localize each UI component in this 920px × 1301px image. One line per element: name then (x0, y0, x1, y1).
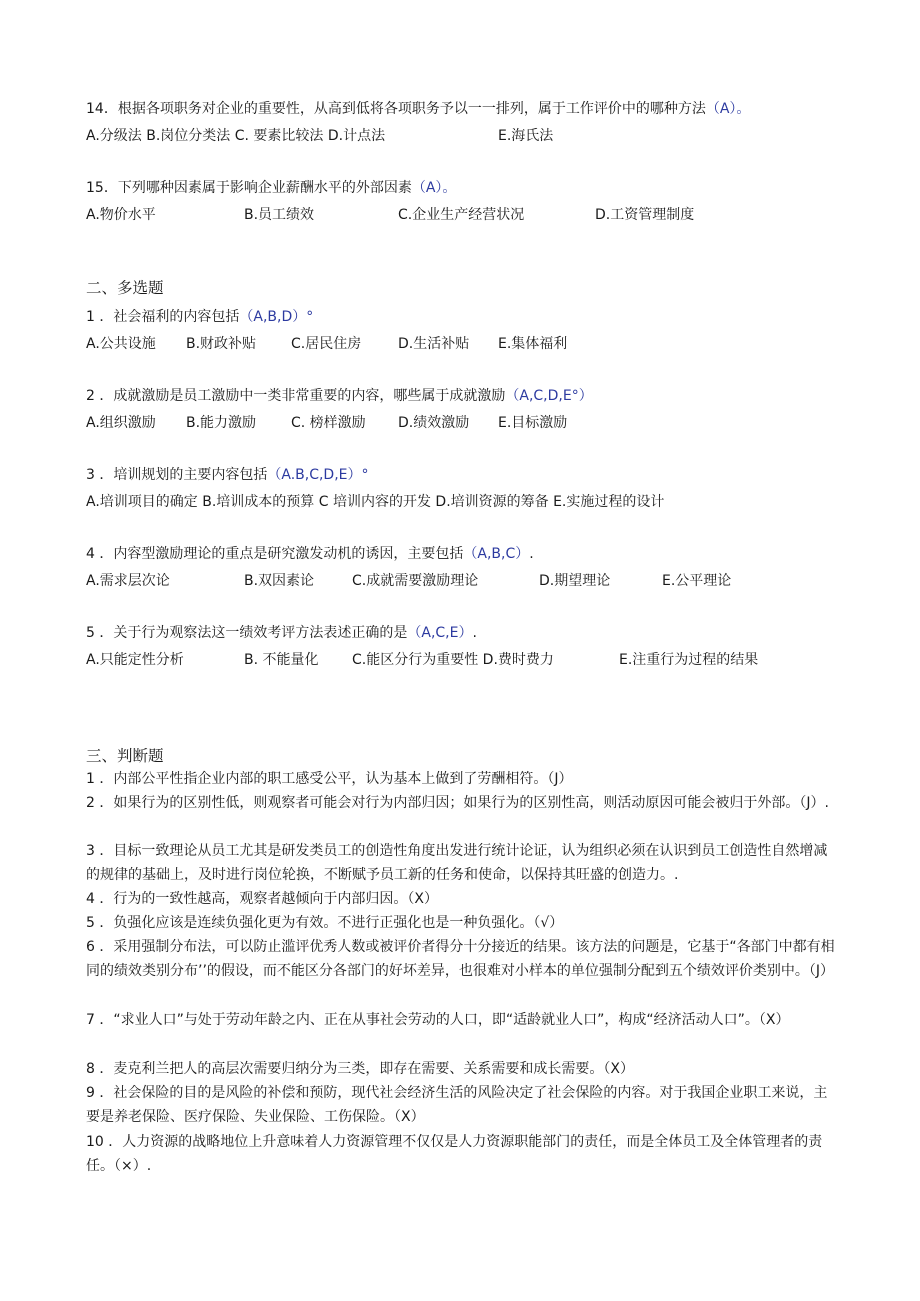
judgment-text: ．人力资源的战略地位上升意味着人力资源管理不仅仅是人力资源职能部门的责任，而是全体员工及全体管理者的责任。（×）. (86, 1134, 823, 1174)
judgment-item-10 (86, 1131, 838, 1178)
option: D.绩效激励 (398, 415, 470, 431)
judgment-item-1 (86, 768, 838, 792)
option: D.期望理论 (539, 573, 611, 589)
section-heading-true-false: 三、判断题 (86, 747, 164, 765)
question-number: 15 (86, 180, 104, 196)
option: E.集体福利 (498, 336, 568, 352)
question-number: 14 (86, 101, 104, 117)
options-14 (86, 125, 838, 145)
option: B.能力激励 (186, 415, 257, 431)
section-heading-multi-choice: 二、多选题 (86, 279, 164, 297)
option: B. 不能量化 (244, 652, 319, 668)
option: A.需求层次论 (86, 573, 170, 589)
multi-question-5 (86, 622, 477, 642)
question-stem: ．根据各项职务对企业的重要性，从高到低将各项职务予以一一排列，属于工作评价中的哪种方法 (103, 101, 706, 117)
options-m5 (86, 649, 838, 669)
question-number: 1 (86, 309, 95, 325)
question-stem: ．社会福利的内容包括 (99, 309, 240, 325)
question-answer: （A.B,C,D,E）° (267, 467, 369, 483)
question-stem: ．关于行为观察法这一绩效考评方法表述正确的是 (99, 625, 408, 641)
option: E.海氏法 (498, 128, 554, 144)
option: A.物价水平 (86, 207, 156, 223)
multi-question-1 (86, 306, 313, 326)
question-number: 3 (86, 467, 95, 483)
option: E.目标激励 (498, 415, 568, 431)
multi-question-4 (86, 543, 534, 563)
judgment-number: 9 (86, 1085, 95, 1101)
judgment-item-7 (86, 1009, 838, 1033)
option: C.企业生产经营状况 (398, 207, 525, 223)
question-answer: （A） (411, 180, 443, 196)
option: D.工资管理制度 (595, 207, 695, 223)
judgment-text: ．如果行为的区别性低，则观察者可能会对行为内部归因；如果行为的区别性高，则活动原因可能会被归于外部。（J）. (99, 795, 829, 811)
question-answer: （A,B,D）° (239, 309, 314, 325)
multi-question-3 (86, 464, 369, 484)
judgment-number: 5 (86, 915, 95, 931)
option: B.双因素论 (244, 573, 315, 589)
judgment-number: 3 (86, 843, 95, 859)
options-m1 (86, 333, 838, 353)
judgment-item-9 (86, 1082, 838, 1129)
option: C.居民住房 (291, 336, 362, 352)
judgment-text: ．麦克利兰把人的高层次需要归纳分为三类，即存在需要、关系需要和成长需要。（X） (99, 1061, 634, 1077)
question-number: 2 (86, 388, 95, 404)
question-tail: . (529, 546, 534, 562)
options-15 (86, 204, 838, 224)
judgment-item-5 (86, 912, 838, 936)
question-stem: ．培训规划的主要内容包括 (99, 467, 268, 483)
judgment-text: ．采用强制分布法，可以防止滥评优秀人数或被评价者得分十分接近的结果。该方法的问题是，它基于“各部门中都有相同的绩效类别分布’’的假设，而不能区分各部门的好坏差异，也很难对小样本的单位强制分配到五个绩效评价类别中。（J） (86, 939, 835, 979)
judgment-text: ．负强化应该是连续负强化更为有效。不进行正强化也是一种负强化。（√） (99, 915, 564, 931)
question-14 (86, 98, 750, 118)
judgment-number: 10 (86, 1134, 104, 1150)
judgment-text: ．目标一致理论从员工尤其是研发类员工的创造性角度出发进行统计论证，认为组织必须在认识到员工创造性自然增减的规律的基础上，及时进行岗位轮换，不断赋予员工新的任务和使命，以保持其旺盛的创造力。. (86, 843, 828, 883)
judgment-number: 6 (86, 939, 95, 955)
judgment-item-2 (86, 792, 838, 816)
option: C.能区分行为重要性 D.费时费力 (352, 652, 554, 668)
judgment-number: 2 (86, 795, 95, 811)
option: B.员工绩效 (244, 207, 315, 223)
option: E.公平理论 (662, 573, 732, 589)
question-answer: （A） (705, 101, 737, 117)
judgment-number: 7 (86, 1012, 95, 1028)
option: A.培训项目的确定 B.培训成本的预算 C 培训内容的开发 D.培训资源的筹备 E.实施过程的设计 (86, 494, 665, 510)
question-answer: （A,C,D,E°） (505, 388, 593, 404)
judgment-item-8 (86, 1058, 838, 1082)
option: E.注重行为过程的结果 (619, 652, 759, 668)
judgment-number: 8 (86, 1061, 95, 1077)
judgment-text: ．社会保险的目的是风险的补偿和预防，现代社会经济生活的风险决定了社会保险的内容。对于我国企业职工来说，主要是养老保险、医疗保险、失业保险、工伤保险。（X） (86, 1085, 828, 1125)
options-m4 (86, 570, 838, 590)
option: A.组织激励 (86, 415, 156, 431)
judgment-item-4 (86, 888, 838, 912)
question-tail: 。 (736, 101, 751, 117)
question-stem: ．下列哪种因素属于影响企业薪酬水平的外部因素 (103, 180, 412, 196)
question-number: 5 (86, 625, 95, 641)
question-tail: . (472, 625, 477, 641)
multi-question-2 (86, 385, 593, 405)
judgment-text: ．内部公平性指企业内部的职工感受公平，认为基本上做到了劳酬相符。（J） (99, 771, 573, 787)
option: A.只能定性分析 (86, 652, 184, 668)
question-15 (86, 177, 456, 197)
option: A.公共设施 (86, 336, 156, 352)
question-number: 4 (86, 546, 95, 562)
judgment-item-3 (86, 840, 838, 887)
question-answer: （A,B,C） (463, 546, 530, 562)
judgment-number: 1 (86, 771, 95, 787)
option: B.财政补贴 (186, 336, 257, 352)
option: A.分级法 B.岗位分类法 C. 要素比较法 D.计点法 (86, 128, 386, 144)
option: C.成就需要激励理论 (352, 573, 479, 589)
option: C. 榜样激励 (291, 415, 366, 431)
question-answer: （A,C,E） (407, 625, 473, 641)
question-stem: ．成就激励是员工激励中一类非常重要的内容，哪些属于成就激励 (99, 388, 506, 404)
judgment-text: ．“求业人口”与处于劳动年龄之内、正在从事社会劳动的人口，即“适龄就业人口”，构成“经济活动人口”。（X） (99, 1012, 790, 1028)
question-tail: 。 (442, 180, 457, 196)
judgment-item-6 (86, 936, 838, 983)
judgment-text: ．行为的一致性越高，观察者越倾向于内部归因。（X） (99, 891, 438, 907)
options-m2 (86, 412, 838, 432)
question-stem: ．内容型激励理论的重点是研究激发动机的诱因，主要包括 (99, 546, 464, 562)
option: D.生活补贴 (398, 336, 470, 352)
judgment-number: 4 (86, 891, 95, 907)
options-m3 (86, 491, 838, 511)
